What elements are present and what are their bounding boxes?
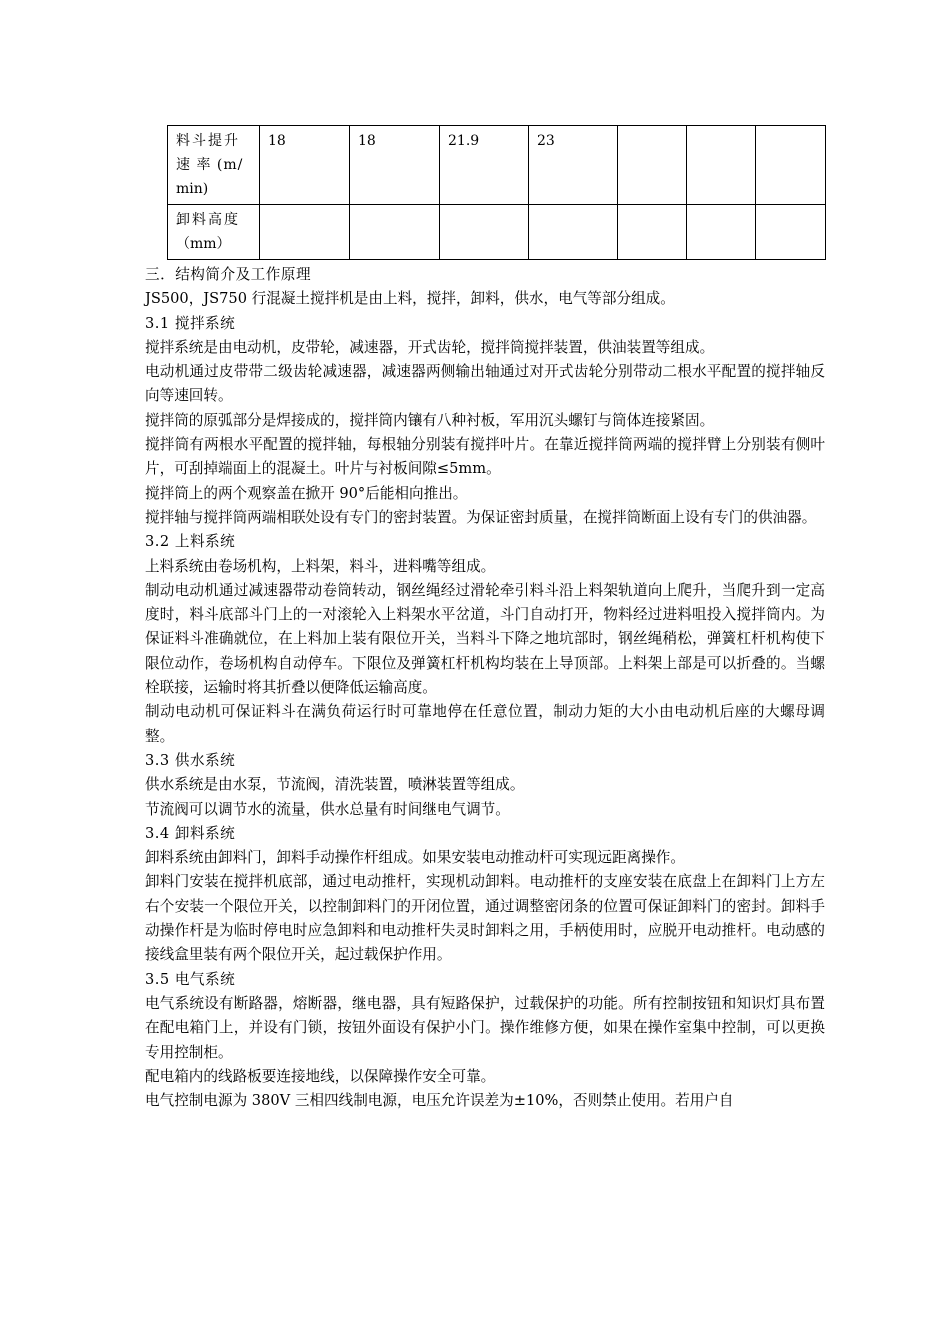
table-cell bbox=[618, 126, 687, 205]
paragraph: 电动机通过皮带带二级齿轮减速器，减速器两侧输出轴通过对开式齿轮分别带动二根水平配置的搅拌轴反向等速回转。 bbox=[145, 363, 825, 405]
table-row bbox=[168, 126, 826, 205]
paragraph: 搅拌筒有两根水平配置的搅拌轴，每根轴分别装有搅拌叶片。在靠近搅拌筒两端的搅拌臂上分别装有侧叶片，可刮掉端面上的混凝土。叶片与衬板间隙≤5mm。 bbox=[145, 436, 825, 478]
table-cell bbox=[440, 205, 529, 260]
paragraph: 电气控制电源为 380V 三相四线制电源，电压允许误差为±10%，否则禁止使用。若用户自 bbox=[145, 1092, 734, 1110]
paragraph: 卸料系统由卸料门，卸料手动操作杆组成。如果安装电动推动杆可实现远距离操作。 bbox=[145, 849, 685, 867]
section-heading: 3.1 搅拌系统 bbox=[145, 314, 236, 332]
table-cell bbox=[687, 126, 756, 205]
paragraph: 制动电动机通过减速器带动卷筒转动，钢丝绳经过滑轮牵引料斗沿上料架轨道向上爬升，当爬升到一定高度时，料斗底部斗门上的一对滚轮入上料架水平岔道，斗门自动打开，物料经过进料咀投入搅拌筒内。为保证料斗准确就位，在上料加上装有限位开关，当料斗下降之地坑部时，钢丝绳稍松，弹簧杠杆机构使下限位动作，卷场机构自动停车。下限位及弹簧杠杆机构均装在上导顶部。上料架上部是可以折叠的。当螺栓联接，运输时将其折叠以便降低运输高度。 bbox=[145, 581, 825, 697]
paragraph: 搅拌筒上的两个观察盖在掀开 90°后能相向推出。 bbox=[145, 484, 468, 502]
section-heading: 3.3 供水系统 bbox=[145, 751, 236, 769]
table-cell bbox=[756, 205, 826, 260]
spec-table bbox=[167, 125, 826, 260]
table-cell: 18 bbox=[350, 126, 440, 205]
table-row bbox=[168, 205, 826, 260]
table-cell bbox=[618, 205, 687, 260]
paragraph: 搅拌筒的原弧部分是焊接成的，搅拌筒内镶有八种衬板，军用沉头螺钉与筒体连接紧固。 bbox=[145, 411, 715, 429]
paragraph: 上料系统由卷场机构，上料架，料斗，进料嘴等组成。 bbox=[145, 557, 496, 575]
paragraph: 配电箱内的线路板要连接地线，以保障操作安全可靠。 bbox=[145, 1067, 496, 1085]
paragraph: 卸料门安装在搅拌机底部，通过电动推杆，实现机动卸料。电动推杆的支座安装在底盘上在卸料门上方左右个安装一个限位开关，以控制卸料门的开闭位置，通过调整密闭条的位置可保证卸料门的密封。卸料手动操作杆是为临时停电时应急卸料和电动推杆失灵时卸料之用，手柄使用时，应脱开电动推杆。电动感的接线盒里装有两个限位开关，起过载保护作用。 bbox=[145, 873, 825, 964]
table-cell: 18 bbox=[260, 126, 350, 205]
paragraph: 电气系统设有断路器，熔断器，继电器，具有短路保护，过载保护的功能。所有控制按钮和知识灯具布置在配电箱门上，并设有门锁，按钮外面设有保护小门。操作维修方便，如果在操作室集中控制，可以更换专用控制柜。 bbox=[145, 994, 825, 1061]
table-cell bbox=[529, 205, 618, 260]
paragraph: 节流阀可以调节水的流量，供水总量有时间继电气调节。 bbox=[145, 800, 510, 818]
table-cell bbox=[687, 205, 756, 260]
paragraph: 搅拌轴与搅拌筒两端相联处设有专门的密封装置。为保证密封质量，在搅拌筒断面上设有专门的供油器。 bbox=[145, 508, 817, 526]
table-cell: 23 bbox=[529, 126, 618, 205]
row-label-cell: 料斗提升 速 率 (m/ min) bbox=[168, 126, 260, 205]
paragraph: 制动电动机可保证料斗在满负荷运行时可靠地停在任意位置，制动力矩的大小由电动机后座的大螺母调整。 bbox=[145, 703, 825, 745]
paragraph: JS500，JS750 行混凝土搅拌机是由上料，搅拌，卸料，供水，电气等部分组成。 bbox=[145, 290, 675, 308]
section-heading: 三．结构简介及工作原理 bbox=[145, 266, 312, 283]
document-page bbox=[145, 125, 825, 1113]
section-heading: 3.4 卸料系统 bbox=[145, 824, 236, 842]
table-cell bbox=[350, 205, 440, 260]
document-body bbox=[145, 263, 825, 1113]
table-cell: 21.9 bbox=[440, 126, 529, 205]
table-cell bbox=[756, 126, 826, 205]
section-heading: 3.2 上料系统 bbox=[145, 533, 236, 551]
section-heading: 3.5 电气系统 bbox=[145, 970, 236, 988]
paragraph: 搅拌系统是由电动机，皮带轮，减速器，开式齿轮，搅拌筒搅拌装置，供油装置等组成。 bbox=[145, 338, 715, 356]
paragraph: 供水系统是由水泵，节流阀，清洗装置，喷淋装置等组成。 bbox=[145, 776, 525, 794]
row-label-cell: 卸料高度 （mm） bbox=[168, 205, 260, 260]
table-cell bbox=[260, 205, 350, 260]
